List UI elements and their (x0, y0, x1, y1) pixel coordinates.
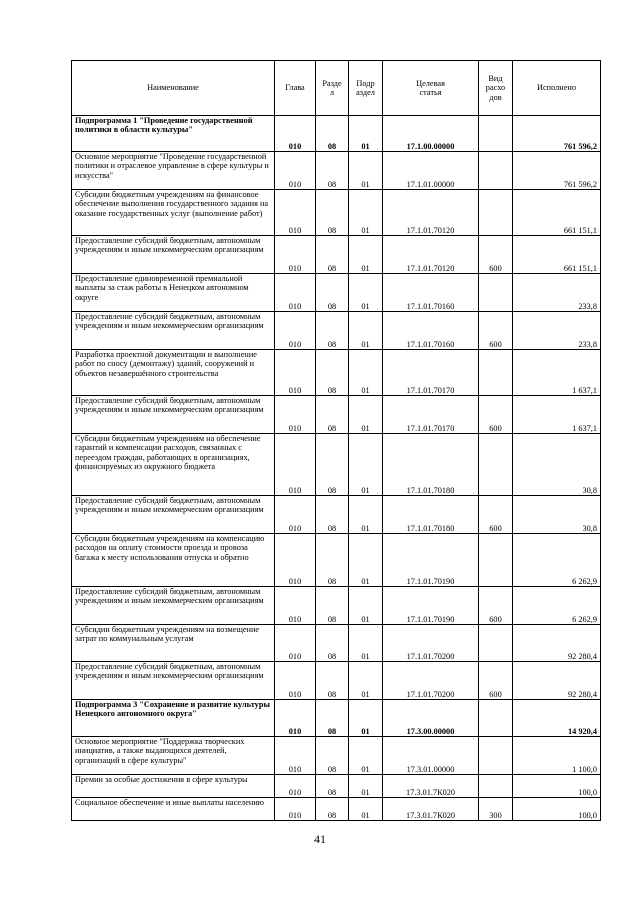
row-razdel: 08 (316, 496, 349, 534)
row-razdel: 08 (316, 737, 349, 775)
header-executed: Исполнено (513, 61, 601, 116)
table-header (72, 61, 601, 116)
row-expense-type: 600 (479, 236, 513, 274)
row-expense-type (479, 625, 513, 662)
row-name: Субсидии бюджетным учреждениям на обеспечение гарантий и компенсации расходов, связанных с переездом граждан, работающих в организациях, финансируемых из окружного бюджета (72, 434, 275, 496)
row-razdel: 08 (316, 662, 349, 700)
row-razdel: 08 (316, 312, 349, 350)
row-razdel: 08 (316, 396, 349, 434)
row-podrazdel: 01 (349, 625, 383, 662)
row-podrazdel: 01 (349, 274, 383, 312)
row-glava: 010 (275, 274, 316, 312)
row-glava: 010 (275, 662, 316, 700)
row-name: Предоставление субсидий бюджетным, автономным учреждениям и иным некоммерческим организациям (72, 496, 275, 534)
row-executed: 1 637,1 (513, 350, 601, 396)
row-article: 17.1.01.70170 (383, 350, 479, 396)
row-name: Социальное обеспечение и иные выплаты населению (72, 798, 275, 821)
table-row (72, 190, 601, 236)
row-podrazdel: 01 (349, 236, 383, 274)
row-executed: 14 920,4 (513, 700, 601, 737)
table-row (72, 625, 601, 662)
table-row (72, 312, 601, 350)
row-glava: 010 (275, 587, 316, 625)
header-razdel: Разде л (316, 61, 349, 116)
row-name: Предоставление единовременной премиальной выплаты за стаж работы в Ненецком автономном округе (72, 274, 275, 312)
row-executed: 661 151,1 (513, 236, 601, 274)
row-glava: 010 (275, 798, 316, 821)
row-expense-type: 600 (479, 662, 513, 700)
table-row (72, 775, 601, 798)
row-executed: 100,0 (513, 775, 601, 798)
row-name: Субсидии бюджетным учреждениям на возмещение затрат по коммунальным услугам (72, 625, 275, 662)
row-podrazdel: 01 (349, 152, 383, 190)
table-row (72, 434, 601, 496)
row-expense-type: 600 (479, 496, 513, 534)
row-name: Предоставление субсидий бюджетным, автономным учреждениям и иным некоммерческим организациям (72, 236, 275, 274)
row-podrazdel: 01 (349, 190, 383, 236)
row-expense-type: 600 (479, 312, 513, 350)
row-name: Предоставление субсидий бюджетным, автономным учреждениям и иным некоммерческим организациям (72, 662, 275, 700)
row-glava: 010 (275, 236, 316, 274)
row-name: Субсидии бюджетным учреждениям на компенсацию расходов на оплату стоимости проезда и провоза багажа к месту использования отпуска и обратно (72, 534, 275, 587)
row-razdel: 08 (316, 116, 349, 152)
row-razdel: 08 (316, 152, 349, 190)
row-razdel: 08 (316, 798, 349, 821)
row-podrazdel: 01 (349, 312, 383, 350)
row-razdel: 08 (316, 534, 349, 587)
table-row (72, 662, 601, 700)
table-row (72, 116, 601, 152)
row-executed: 92 280,4 (513, 662, 601, 700)
row-glava: 010 (275, 152, 316, 190)
row-article: 17.1.01.70190 (383, 534, 479, 587)
table-row (72, 396, 601, 434)
row-razdel: 08 (316, 587, 349, 625)
row-article: 17.1.01.70120 (383, 236, 479, 274)
row-article: 17.1.01.70200 (383, 662, 479, 700)
row-podrazdel: 01 (349, 775, 383, 798)
row-expense-type (479, 534, 513, 587)
row-article: 17.1.01.70120 (383, 190, 479, 236)
row-podrazdel: 01 (349, 434, 383, 496)
row-executed: 30,8 (513, 496, 601, 534)
row-glava: 010 (275, 190, 316, 236)
row-name: Субсидии бюджетным учреждениям на финансовое обеспечение выполнения государственного задания на оказание государственных услуг (выполнение работ) (72, 190, 275, 236)
row-executed: 92 280,4 (513, 625, 601, 662)
row-expense-type: 600 (479, 396, 513, 434)
header-article: Целевая статья (383, 61, 479, 116)
table-row (72, 152, 601, 190)
row-podrazdel: 01 (349, 350, 383, 396)
row-razdel: 08 (316, 775, 349, 798)
header-podrazdel: Подр аздел (349, 61, 383, 116)
row-executed: 233,8 (513, 274, 601, 312)
row-podrazdel: 01 (349, 116, 383, 152)
row-article: 17.1.01.70160 (383, 274, 479, 312)
row-podrazdel: 01 (349, 662, 383, 700)
row-article: 17.1.00.00000 (383, 116, 479, 152)
row-razdel: 08 (316, 625, 349, 662)
row-podrazdel: 01 (349, 587, 383, 625)
row-glava: 010 (275, 312, 316, 350)
row-razdel: 08 (316, 274, 349, 312)
table-row (72, 274, 601, 312)
row-razdel: 08 (316, 434, 349, 496)
row-glava: 010 (275, 396, 316, 434)
row-name: Разработка проектной документации и выполнение работ по сносу (демонтажу) зданий, сооружений и объектов незавершённого строительства (72, 350, 275, 396)
row-name: Подпрограмма 1 "Проведение государственной политики в области культуры" (72, 116, 275, 152)
row-executed: 233,8 (513, 312, 601, 350)
row-glava: 010 (275, 496, 316, 534)
table-row (72, 534, 601, 587)
header-expense-type: Вид расхо дов (479, 61, 513, 116)
row-article: 17.1.01.70170 (383, 396, 479, 434)
row-executed: 100,0 (513, 798, 601, 821)
row-expense-type (479, 350, 513, 396)
row-razdel: 08 (316, 350, 349, 396)
header-row (72, 61, 601, 116)
row-expense-type (479, 116, 513, 152)
row-podrazdel: 01 (349, 396, 383, 434)
table-row (72, 496, 601, 534)
row-razdel: 08 (316, 700, 349, 737)
row-name: Предоставление субсидий бюджетным, автономным учреждениям и иным некоммерческим организациям (72, 396, 275, 434)
row-expense-type (479, 434, 513, 496)
row-glava: 010 (275, 625, 316, 662)
row-article: 17.1.01.70200 (383, 625, 479, 662)
row-article: 17.3.01.00000 (383, 737, 479, 775)
row-executed: 761 596,2 (513, 152, 601, 190)
row-podrazdel: 01 (349, 534, 383, 587)
table-row (72, 798, 601, 821)
row-article: 17.1.01.70180 (383, 496, 479, 534)
row-podrazdel: 01 (349, 496, 383, 534)
row-glava: 010 (275, 534, 316, 587)
row-glava: 010 (275, 434, 316, 496)
row-glava: 010 (275, 700, 316, 737)
row-name: Основное мероприятие "Проведение государственной политики и отраслевое управление в сфере культуры и искусства" (72, 152, 275, 190)
row-article: 17.3.01.7К020 (383, 798, 479, 821)
row-expense-type: 600 (479, 587, 513, 625)
table-body (72, 116, 601, 821)
table-row (72, 350, 601, 396)
row-expense-type (479, 775, 513, 798)
row-executed: 1 100,0 (513, 737, 601, 775)
row-razdel: 08 (316, 236, 349, 274)
header-glava: Глава (275, 61, 316, 116)
row-glava: 010 (275, 350, 316, 396)
row-executed: 761 596,2 (513, 116, 601, 152)
row-expense-type (479, 737, 513, 775)
row-executed: 6 262,9 (513, 534, 601, 587)
table-row (72, 236, 601, 274)
row-executed: 6 262,9 (513, 587, 601, 625)
row-executed: 661 151,1 (513, 190, 601, 236)
row-glava: 010 (275, 737, 316, 775)
table-row (72, 700, 601, 737)
row-podrazdel: 01 (349, 798, 383, 821)
row-name: Основное мероприятие "Поддержка творческих инициатив, а также выдающихся деятелей, организаций в сфере культуры" (72, 737, 275, 775)
row-expense-type (479, 274, 513, 312)
budget-execution-table (71, 60, 601, 821)
row-name: Предоставление субсидий бюджетным, автономным учреждениям и иным некоммерческим организациям (72, 587, 275, 625)
row-podrazdel: 01 (349, 737, 383, 775)
row-expense-type (479, 190, 513, 236)
row-name: Подпрограмма 3 "Сохранение и развитие культуры Ненецкого автономного округа" (72, 700, 275, 737)
row-glava: 010 (275, 775, 316, 798)
row-article: 17.1.01.70180 (383, 434, 479, 496)
row-glava: 010 (275, 116, 316, 152)
row-name: Премии за особые достижения в сфере культуры (72, 775, 275, 798)
row-expense-type (479, 152, 513, 190)
row-article: 17.3.01.7К020 (383, 775, 479, 798)
row-razdel: 08 (316, 190, 349, 236)
row-article: 17.1.01.70190 (383, 587, 479, 625)
row-article: 17.1.01.70160 (383, 312, 479, 350)
row-expense-type: 300 (479, 798, 513, 821)
row-name: Предоставление субсидий бюджетным, автономным учреждениям и иным некоммерческим организациям (72, 312, 275, 350)
table-row (72, 587, 601, 625)
table-row (72, 737, 601, 775)
header-name: Наименование (72, 61, 275, 116)
page-number: 41 (314, 832, 326, 846)
row-article: 17.1.01.00000 (383, 152, 479, 190)
row-podrazdel: 01 (349, 700, 383, 737)
row-executed: 1 637,1 (513, 396, 601, 434)
row-executed: 30,8 (513, 434, 601, 496)
row-article: 17.3.00.00000 (383, 700, 479, 737)
row-expense-type (479, 700, 513, 737)
